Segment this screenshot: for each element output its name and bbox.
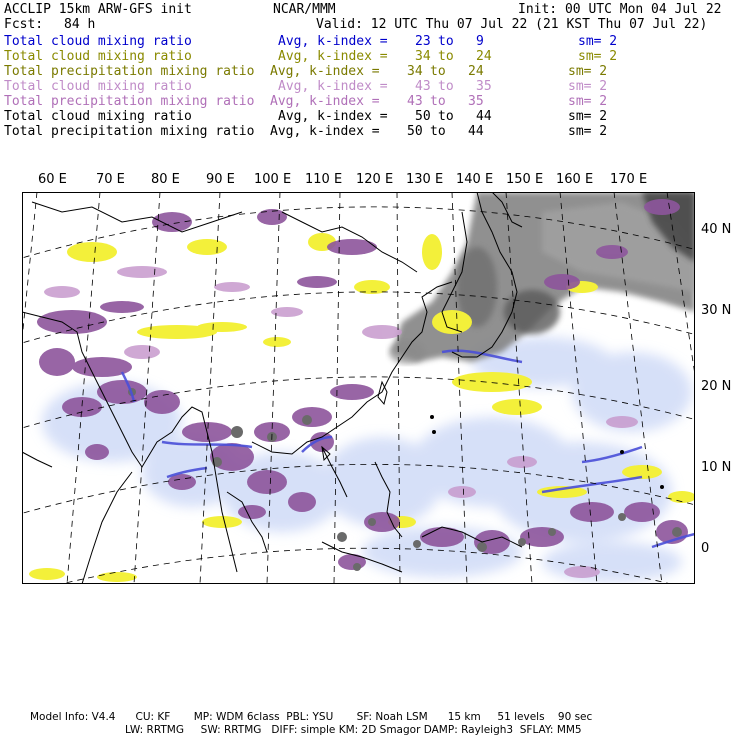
model-info-line-2: LW: RRTMG SW: RRTMG DIFF: simple KM: 2D Smagor DAMP: Rayleigh3 SFLAY: MM5: [125, 724, 582, 736]
longitude-label: 160 E: [556, 172, 594, 187]
field-k-end: 24: [468, 64, 484, 79]
field-avg-label: Avg, k-index =: [278, 49, 388, 64]
forecast-map: [22, 192, 695, 584]
longitude-label: 90 E: [206, 172, 235, 187]
longitude-label: 130 E: [406, 172, 444, 187]
valid-time: Valid: 12 UTC Thu 07 Jul 22 (21 KST Thu 07 Jul 22): [316, 17, 708, 32]
field-avg-label: Avg, k-index =: [278, 79, 388, 94]
field-k-end: 35: [476, 79, 492, 94]
forecast-hour: 84 h: [64, 17, 96, 32]
latitude-label: 10 N: [701, 460, 732, 475]
field-name: Total cloud mixing ratio: [4, 109, 192, 124]
field-smoothing: sm= 2: [568, 124, 608, 139]
field-smoothing: sm= 2: [568, 79, 608, 94]
field-smoothing: sm= 2: [568, 109, 608, 124]
field-smoothing: sm= 2: [578, 34, 618, 49]
field-k-start: 50: [407, 124, 423, 139]
field-to: to: [430, 124, 446, 139]
field-k-start: 50: [415, 109, 431, 124]
longitude-label: 170 E: [610, 172, 648, 187]
field-avg-label: Avg, k-index =: [270, 94, 380, 109]
field-k-end: 44: [468, 124, 484, 139]
forecast-label: Fcst:: [4, 17, 44, 32]
field-avg-label: Avg, k-index =: [270, 124, 380, 139]
field-to: to: [438, 49, 454, 64]
map-title: ACCLIP 15km ARW-GFS init: [4, 2, 192, 17]
init-time: Init: 00 UTC Mon 04 Jul 22: [518, 2, 722, 17]
longitude-label: 140 E: [456, 172, 494, 187]
field-smoothing: sm= 2: [568, 94, 608, 109]
field-to: to: [438, 109, 454, 124]
field-k-start: 23: [415, 34, 431, 49]
field-k-start: 34: [415, 49, 431, 64]
latitude-label: 0: [701, 541, 710, 556]
field-name: Total precipitation mixing ratio: [4, 124, 255, 139]
field-k-end: 9: [476, 34, 484, 49]
longitude-label: 100 E: [254, 172, 292, 187]
longitude-label: 120 E: [356, 172, 394, 187]
field-k-end: 24: [476, 49, 492, 64]
longitude-label: 110 E: [305, 172, 343, 187]
field-name: Total precipitation mixing ratio: [4, 94, 255, 109]
field-name: Total cloud mixing ratio: [4, 34, 192, 49]
field-smoothing: sm= 2: [578, 49, 618, 64]
latitude-label: 30 N: [701, 303, 732, 318]
organization-label: NCAR/MMM: [273, 2, 336, 17]
field-name: Total cloud mixing ratio: [4, 79, 192, 94]
longitude-label: 80 E: [151, 172, 180, 187]
field-k-end: 44: [476, 109, 492, 124]
field-avg-label: Avg, k-index =: [278, 109, 388, 124]
field-k-start: 43: [407, 94, 423, 109]
longitude-label: 70 E: [96, 172, 125, 187]
field-avg-label: Avg, k-index =: [270, 64, 380, 79]
field-avg-label: Avg, k-index =: [278, 34, 388, 49]
field-name: Total precipitation mixing ratio: [4, 64, 255, 79]
longitude-label: 150 E: [506, 172, 544, 187]
field-to: to: [430, 94, 446, 109]
field-to: to: [438, 79, 454, 94]
model-info-line-1: Model Info: V4.4 CU: KF MP: WDM 6class PBL: YSU SF: Noah LSM 15 km 51 levels 90 sec: [30, 711, 593, 723]
field-name: Total cloud mixing ratio: [4, 49, 192, 64]
field-k-start: 43: [415, 79, 431, 94]
latitude-label: 40 N: [701, 222, 732, 237]
longitude-label: 60 E: [38, 172, 67, 187]
field-to: to: [438, 34, 454, 49]
field-k-start: 34: [407, 64, 423, 79]
field-smoothing: sm= 2: [568, 64, 608, 79]
field-to: to: [430, 64, 446, 79]
latitude-label: 20 N: [701, 379, 732, 394]
field-k-end: 35: [468, 94, 484, 109]
